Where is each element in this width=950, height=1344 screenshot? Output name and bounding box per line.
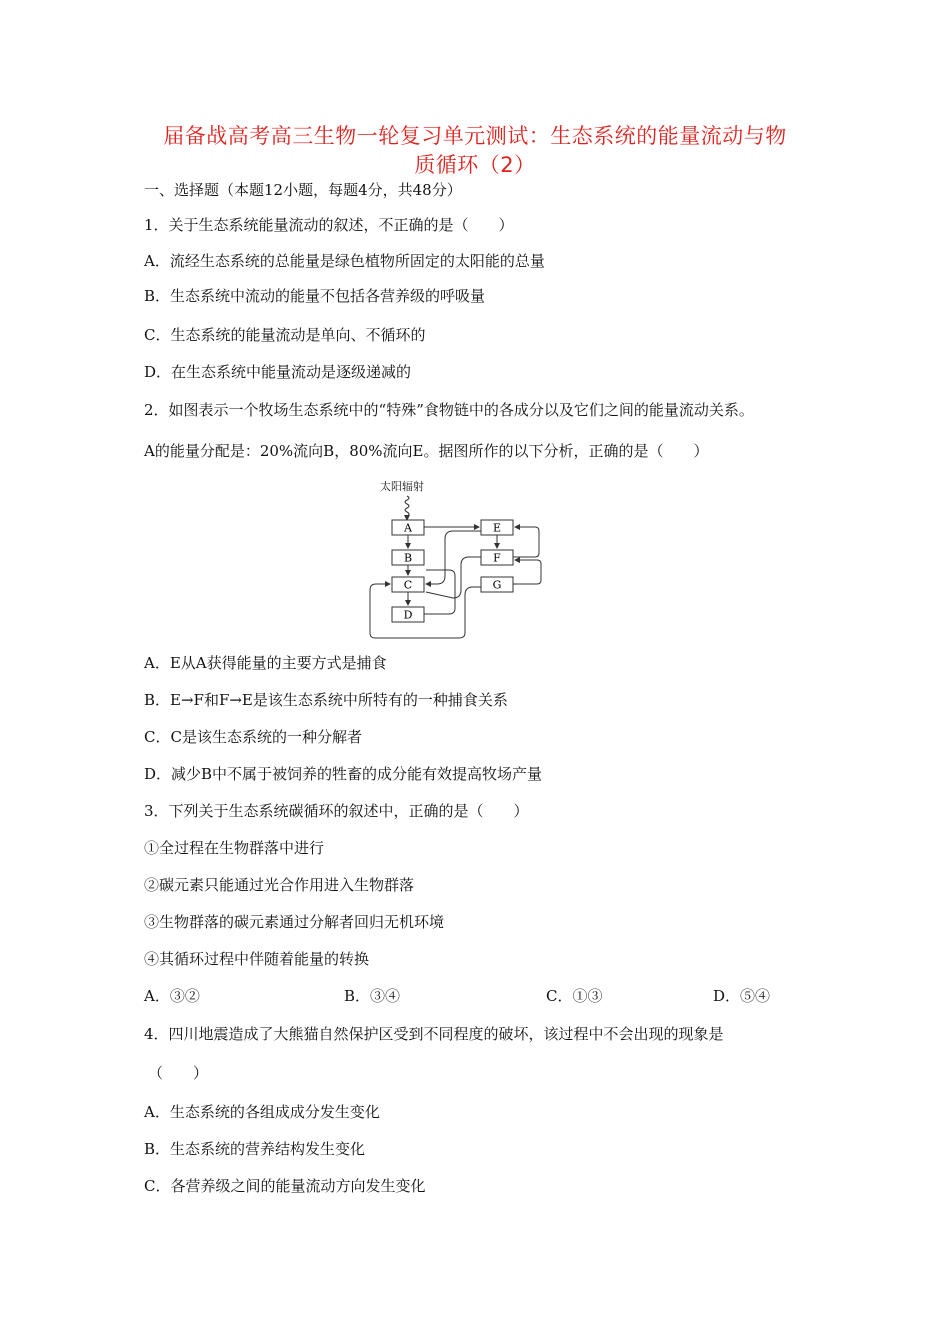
q4-option-b: B．生态系统的营养结构发生变化 xyxy=(144,1140,366,1158)
arrow-g-f-loop xyxy=(513,560,541,584)
q3-option-b: B．③④ xyxy=(344,987,401,1005)
q2-option-c: C．C是该生态系统的一种分解者 xyxy=(144,728,362,746)
node-e xyxy=(481,520,513,535)
q4-stem-line-2: （ ） xyxy=(148,1064,209,1082)
node-b xyxy=(392,550,424,565)
q4-stem-line-1: 4．四川地震造成了大熊猫自然保护区受到不同程度的破坏，该过程中不会出现的现象是 xyxy=(144,1025,724,1043)
q1-option-a: A．流经生态系统的总能量是绿色植物所固定的太阳能的总量 xyxy=(144,252,545,270)
section-heading: 一、选择题（本题12小题，每题4分，共48分） xyxy=(144,181,462,199)
radiation-squiggle xyxy=(405,496,409,520)
arrow-f-e-loop xyxy=(513,527,539,557)
arrow-f-c xyxy=(426,557,481,598)
sun-label: 太阳辐射 xyxy=(380,480,424,493)
arrow-d-c xyxy=(424,570,455,614)
q3-option-a: A．③② xyxy=(144,987,200,1005)
energy-flow-diagram xyxy=(365,476,555,644)
svg-text:E: E xyxy=(492,521,502,535)
svg-text:B: B xyxy=(403,551,413,565)
q1-option-c: C．生态系统的能量流动是单向、不循环的 xyxy=(144,326,426,344)
node-d xyxy=(392,607,424,622)
svg-text:C: C xyxy=(403,578,413,592)
svg-text:A: A xyxy=(404,521,412,535)
q1-option-d: D．在生态系统中能量流动是逐级递减的 xyxy=(144,363,412,381)
q3-statement-2: ②碳元素只能通过光合作用进入生物群落 xyxy=(144,876,415,894)
node-c xyxy=(392,577,424,592)
node-g xyxy=(481,577,513,592)
q2-option-d: D．减少B中不属于被饲养的牲畜的成分能有效提高牧场产量 xyxy=(144,765,543,783)
q2-stem-line-2: A的能量分配是：20%流向B，80%流向E。据图所作的以下分析，正确的是（ ） xyxy=(144,442,709,460)
q1-option-b: B．生态系统中流动的能量不包括各营养级的呼吸量 xyxy=(144,287,486,305)
q2-option-b: B．E→F和F→E是该生态系统中所特有的一种捕食关系 xyxy=(144,691,508,709)
q3-option-d: D．⑤④ xyxy=(713,987,771,1005)
q3-statement-4: ④其循环过程中伴随着能量的转换 xyxy=(144,950,370,968)
title-line-2: 质循环（2） xyxy=(414,153,536,177)
q2-stem-line-1: 2．如图表示一个牧场生态系统中的“特殊”食物链中的各成分以及它们之间的能量流动关系。 xyxy=(144,401,754,419)
svg-text:D: D xyxy=(403,608,413,622)
svg-text:F: F xyxy=(493,551,501,565)
node-f xyxy=(481,550,513,565)
node-a xyxy=(392,520,424,535)
q3-option-c: C．①③ xyxy=(546,987,603,1005)
svg-text:G: G xyxy=(492,578,502,592)
q3-stem: 3．下列关于生态系统碳循环的叙述中，正确的是（ ） xyxy=(144,802,529,820)
q3-statement-1: ①全过程在生物群落中进行 xyxy=(144,839,325,857)
title-line-1: 届备战高考高三生物一轮复习单元测试：生态系统的能量流动与物 xyxy=(163,124,787,148)
arrow-g-d xyxy=(370,584,481,638)
q2-option-a: A．E从A获得能量的主要方式是捕食 xyxy=(144,654,387,672)
q3-statement-3: ③生物群落的碳元素通过分解者回归无机环境 xyxy=(144,913,445,931)
q4-option-c: C．各营养级之间的能量流动方向发生变化 xyxy=(144,1177,426,1195)
q1-stem: 1．关于生态系统能量流动的叙述，不正确的是（ ） xyxy=(144,216,514,234)
q4-option-a: A．生态系统的各组成成分发生变化 xyxy=(144,1103,380,1121)
